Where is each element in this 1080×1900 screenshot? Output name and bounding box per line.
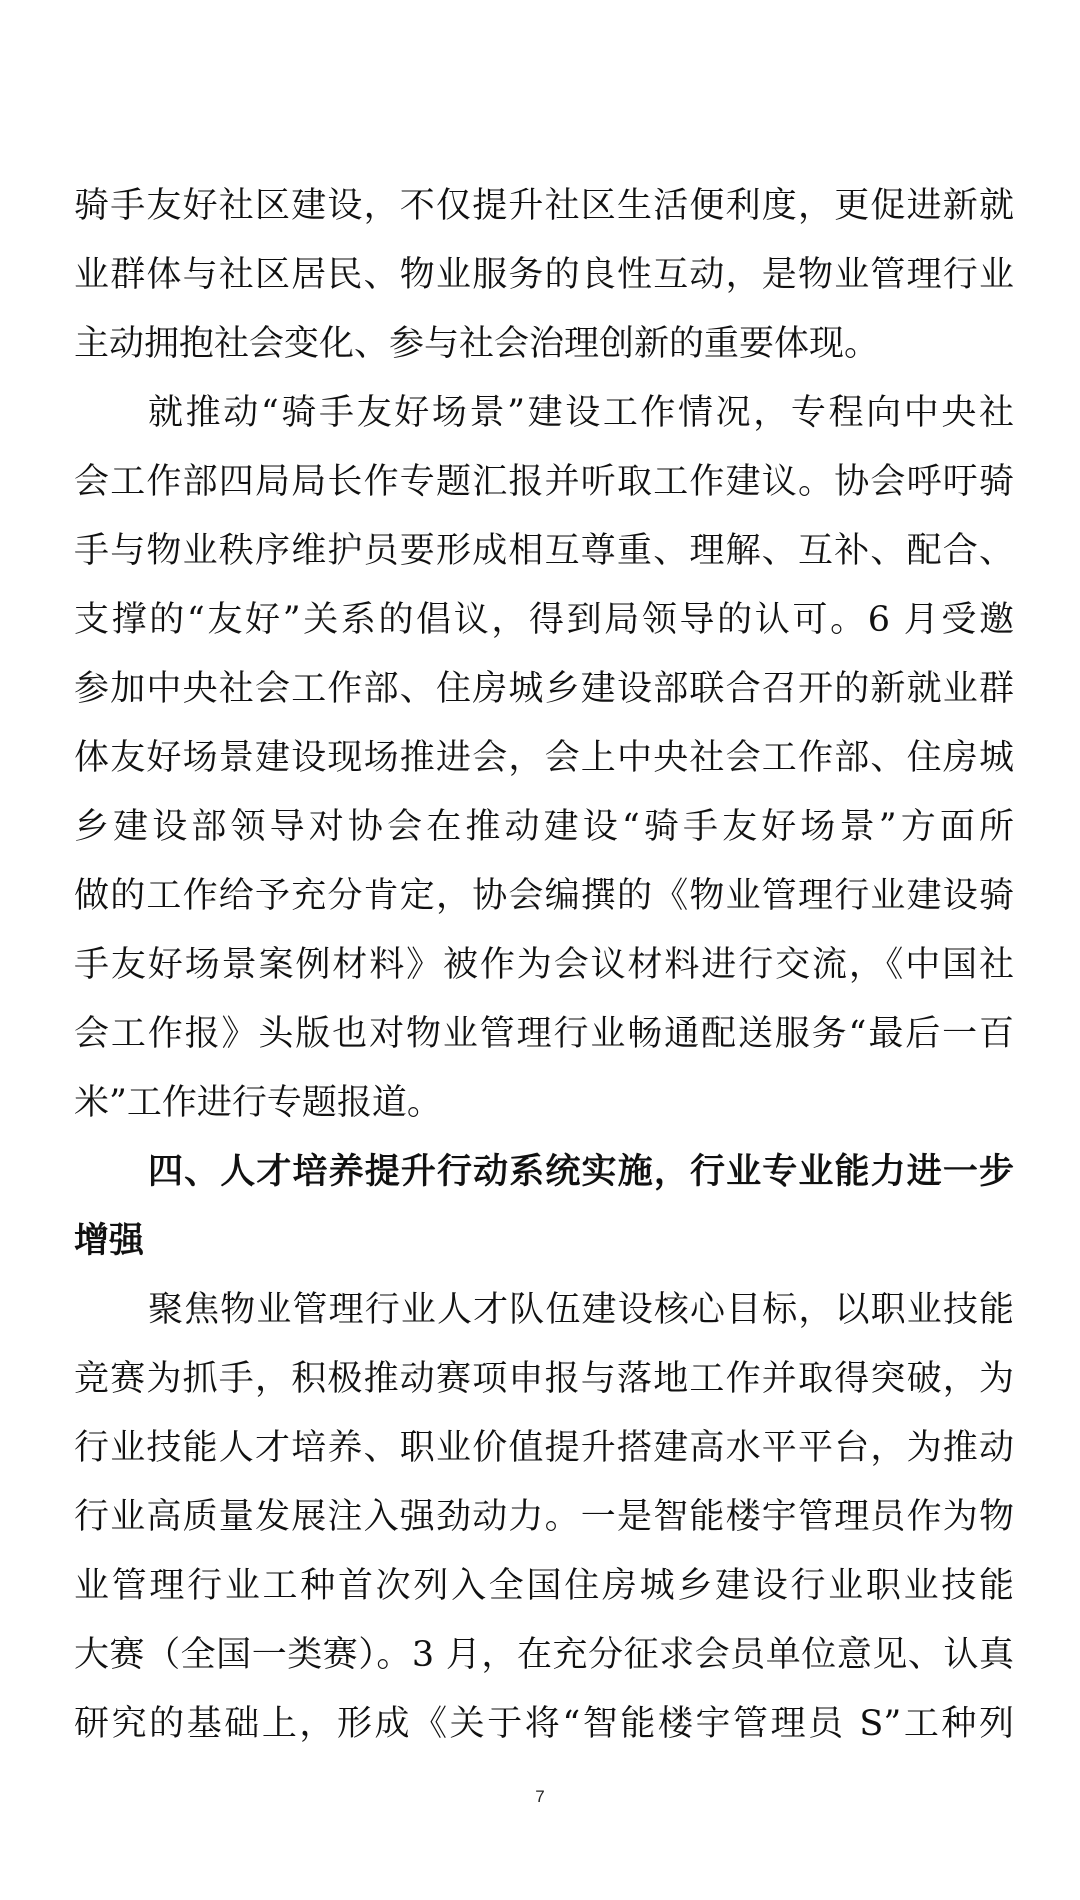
body-text-line: 手与物业秩序维护员要形成相互尊重、理解、互补、配合、 — [74, 531, 1014, 571]
body-text-line: 会工作部四局局长作专题汇报并听取工作建议。协会呼吁骑 — [74, 462, 1014, 502]
body-text-line: 会工作报》头版也对物业管理行业畅通配送服务“最后一百 — [74, 1014, 1014, 1054]
section-heading: 增强 — [74, 1221, 145, 1261]
body-text-line: 大赛（全国一类赛）。3 月，在充分征求会员单位意见、认真 — [74, 1635, 1014, 1675]
body-text-line: 业管理行业工种首次列入全国住房城乡建设行业职业技能 — [74, 1566, 1014, 1606]
body-text-line: 参加中央社会工作部、住房城乡建设部联合召开的新就业群 — [74, 669, 1014, 709]
body-text-line: 做的工作给予充分肯定，协会编撰的《物业管理行业建设骑 — [74, 876, 1014, 916]
body-text-line: 就推动“骑手友好场景”建设工作情况，专程向中央社 — [148, 393, 1014, 433]
body-text-line: 研究的基础上，形成《关于将“智能楼宇管理员 S”工种列 — [74, 1704, 1014, 1744]
body-text-line: 业群体与社区居民、物业服务的良性互动，是物业管理行业 — [74, 255, 1014, 295]
body-text-line: 主动拥抱社会变化、参与社会治理创新的重要体现。 — [74, 324, 880, 364]
body-text-line: 乡建设部领导对协会在推动建设“骑手友好场景”方面所 — [74, 807, 1014, 847]
body-text-line: 支撑的“友好”关系的倡议，得到局领导的认可。6 月受邀 — [74, 600, 1014, 640]
body-text-line: 行业技能人才培养、职业价值提升搭建高水平平台，为推动 — [74, 1428, 1014, 1468]
body-text-line: 骑手友好社区建设，不仅提升社区生活便利度，更促进新就 — [74, 186, 1014, 226]
body-text-line: 行业高质量发展注入强劲动力。一是智能楼宇管理员作为物 — [74, 1497, 1014, 1537]
body-text-line: 米”工作进行专题报道。 — [74, 1083, 442, 1123]
body-text-line: 体友好场景建设现场推进会，会上中央社会工作部、住房城 — [74, 738, 1014, 778]
section-heading: 四、人才培养提升行动系统实施，行业专业能力进一步 — [148, 1152, 1014, 1192]
body-text-line: 竞赛为抓手，积极推动赛项申报与落地工作并取得突破，为 — [74, 1359, 1014, 1399]
page-number: 7 — [535, 1787, 545, 1806]
body-text-line: 手友好场景案例材料》被作为会议材料进行交流，《中国社 — [74, 945, 1014, 985]
body-text-line: 聚焦物业管理行业人才队伍建设核心目标，以职业技能 — [148, 1290, 1014, 1330]
